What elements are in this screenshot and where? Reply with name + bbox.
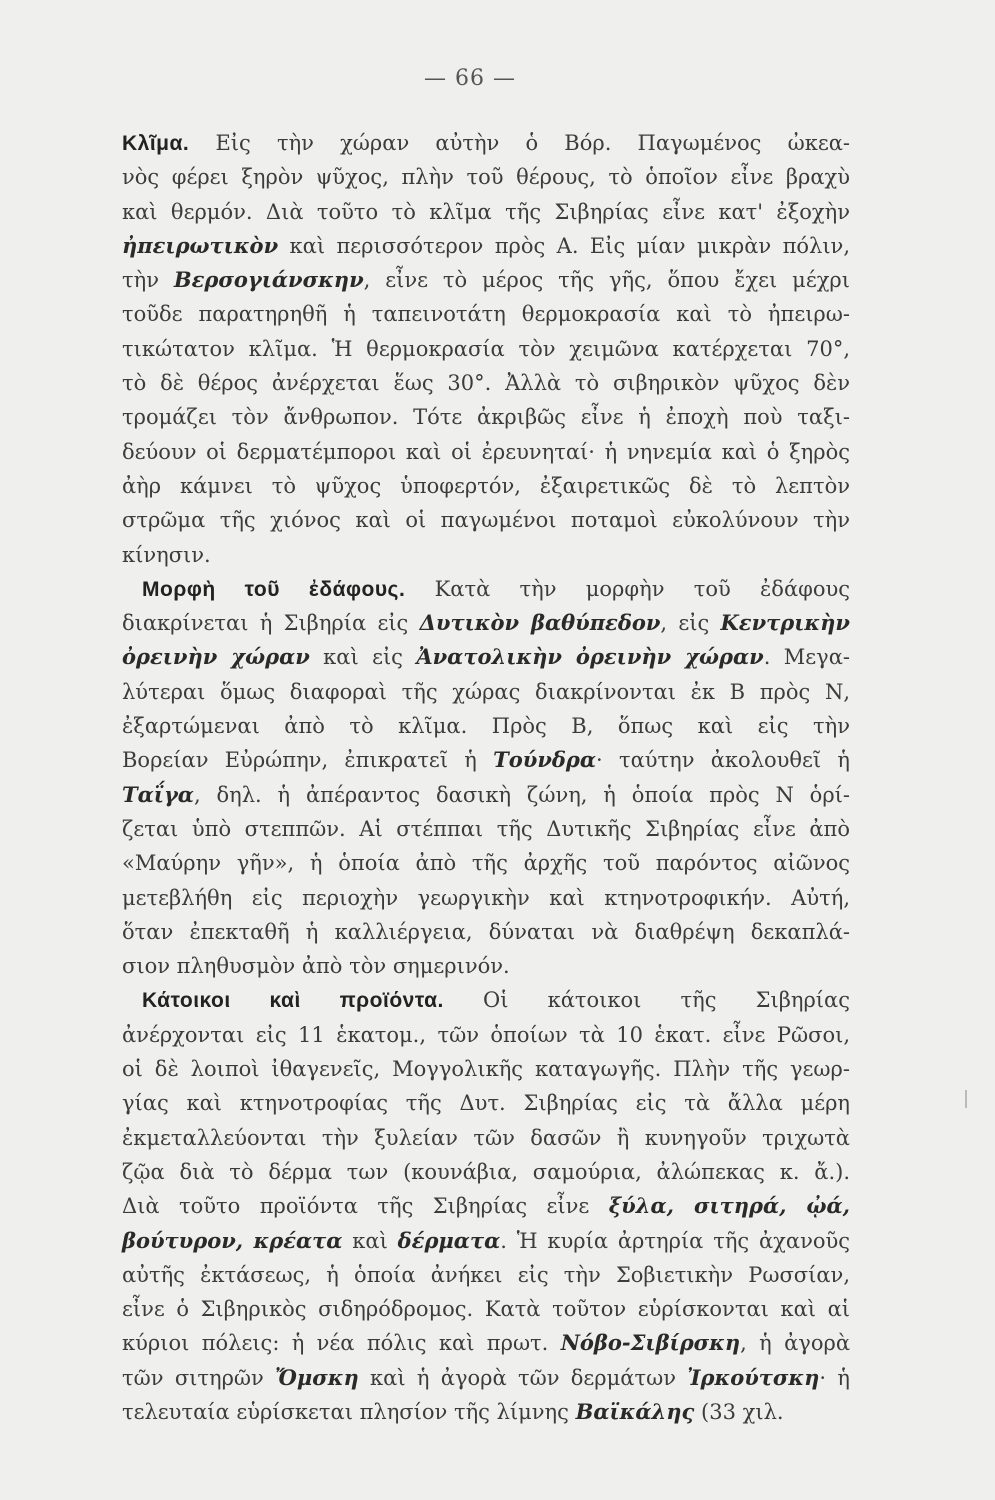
text-line [122, 1326, 850, 1360]
text-line [122, 263, 850, 297]
text-run: · ταύτην ἀκολουθεῖ ἡ [596, 748, 850, 773]
text-run: , εἰς [660, 611, 721, 636]
emphasis-term: Νόβο-Σιβίρσκη [560, 1330, 741, 1356]
margin-mark [965, 1090, 977, 1108]
text-line [122, 126, 850, 160]
text-run: ἐκμεταλλεύονται τὴν ξυλείαν τῶν δασῶν ἢ κυνηγοῦν τριχωτὰ [122, 1125, 850, 1150]
text-run: τὴν [122, 268, 174, 293]
text-run: τικώτατον κλῖμα. Ἡ θερμοκρασία τὸν χειμῶνα κατέρχεται 70°, [122, 336, 850, 361]
text-line [122, 1155, 850, 1189]
text-run: · ἡ [819, 1365, 850, 1390]
section-heading: Κλῖμα. [122, 132, 190, 155]
text-run: διακρίνεται ἡ Σιβηρία εἰς [122, 611, 420, 636]
emphasis-term: Βαϊκάλης [575, 1398, 695, 1424]
text-line [122, 881, 850, 915]
text-line [122, 1086, 850, 1120]
text-line [122, 846, 850, 880]
text-run: ἀνέρχονται εἰς 11 ἑκατομ., τῶν ὁποίων τὰ 10 ἑκατ. εἶνε Ρῶσοι, [122, 1022, 850, 1047]
text-line [122, 1052, 850, 1086]
text-line [122, 1258, 850, 1292]
text-run: κύριοι πόλεις: ἡ νέα πόλις καὶ πρωτ. [122, 1331, 561, 1356]
text-line [122, 503, 850, 537]
text-line [122, 778, 850, 812]
emphasis-term: Ταΐγα [122, 781, 194, 807]
text-run: σιον πληθυσμὸν ἀπὸ τὸν σημερινόν. [122, 954, 510, 979]
text-run: καὶ [342, 1228, 398, 1253]
text-run: (33 χιλ. [694, 1399, 784, 1424]
text-run: τὸ δὲ θέρος ἀνέρχεται ἕως 30°. Ἀλλὰ τὸ σιβηρικὸν ψῦχος δὲν [122, 371, 850, 396]
text-line [122, 949, 850, 983]
emphasis-term: Ἰρκούτσκη [687, 1364, 820, 1390]
text-line [122, 606, 850, 640]
text-line [122, 709, 850, 743]
text-run: . Ἡ κυρία ἀρτηρία τῆς ἀχανοῦς [500, 1228, 851, 1253]
text-run: Διὰ τοῦτο προϊόντα τῆς Σιβηρίας εἶνε [122, 1194, 609, 1219]
text-run: στρῶμα τῆς χιόνος καὶ οἱ παγωμένοι ποταμοὶ εὐκολύνουν τὴν [122, 508, 850, 533]
text-run: Κατὰ τὴν μορφὴν τοῦ ἐδάφους [405, 576, 850, 601]
text-line [122, 915, 850, 949]
text-line [122, 1292, 850, 1326]
section-heading: Κάτοικοι καὶ προϊόντα. [142, 989, 444, 1013]
text-line [122, 435, 850, 469]
text-line [122, 812, 850, 846]
text-run: τοῦδε παρατηρηθῆ ἡ ταπεινοτάτη θερμοκρασία καὶ τὸ ἠπειρω- [122, 302, 850, 327]
emphasis-term: ξύλα, σιτηρά, ᾠά, [608, 1193, 850, 1219]
text-line [122, 1121, 850, 1155]
text-run: δεύουν οἱ δερματέμποροι καὶ οἱ ἐρευνηταί· ἡ νηνεμία καὶ ὁ ξηρὸς [122, 439, 850, 464]
text-run: γίας καὶ κτηνοτροφίας τῆς Δυτ. Σιβηρίας εἰς τὰ ἄλλα μέρη [122, 1091, 850, 1116]
text-line [122, 743, 850, 777]
text-run: Βορείαν Εὐρώπην, ἐπικρατεῖ ἡ [122, 748, 494, 773]
text-run: , ἡ ἀγορὰ [740, 1331, 850, 1356]
text-line [122, 1395, 850, 1429]
text-line [122, 332, 850, 366]
text-run: μετεβλήθη εἰς περιοχὴν γεωργικὴν καὶ κτηνοτροφικήν. Αὐτή, [122, 885, 850, 910]
text-line [122, 400, 850, 434]
text-run: ἐξαρτώμεναι ἀπὸ τὸ κλῖμα. Πρὸς Β, ὅπως καὶ εἰς τὴν [122, 714, 850, 739]
text-line [122, 1224, 850, 1258]
emphasis-term: Βερσογιάνσκην [173, 267, 364, 293]
text-run: Εἰς τὴν χώραν αὐτὴν ὁ Βόρ. Παγωμένος ὠκεα- [189, 131, 850, 155]
emphasis-term: Δυτικὸν βαθύπεδον [419, 610, 661, 636]
text-run: νὸς φέρει ξηρὸν ψῦχος, πλὴν τοῦ θέρους, τὸ ὁποῖον εἶνε βραχὺ [122, 165, 850, 190]
emphasis-term: Ὄμσκη [275, 1364, 359, 1390]
text-line [122, 572, 850, 606]
page-number: — 66 — [424, 66, 516, 91]
text-line [122, 469, 850, 503]
section-heading: Μορφὴ τοῦ ἐδάφους. [142, 577, 406, 601]
text-run: Οἱ κάτοικοι τῆς Σιβηρίας [443, 988, 850, 1013]
emphasis-term: Ἀνατολικὴν ὀρεινὴν χώραν [416, 644, 764, 670]
text-line [122, 983, 850, 1017]
text-body [122, 126, 850, 1429]
text-run: αὐτῆς ἐκτάσεως, ἡ ὁποία ἀνήκει εἰς τὴν Σοβιετικὴν Ρωσσίαν, [122, 1262, 850, 1287]
text-run: τελευταία εὑρίσκεται πλησίον τῆς λίμνης [122, 1399, 576, 1424]
text-run: καὶ ἡ ἀγορὰ τῶν δερμάτων [358, 1365, 688, 1390]
text-run: καὶ θερμόν. Διὰ τοῦτο τὸ κλῖμα τῆς Σιβηρίας εἶνε κατ' ἐξοχὴν [122, 199, 850, 224]
text-line [122, 366, 850, 400]
text-run: ἀὴρ κάμνει τὸ ψῦχος ὑποφερτόν, ἐξαιρετικῶς δὲ τὸ λεπτὸν [122, 473, 850, 498]
text-line [122, 1018, 850, 1052]
text-run: ὅταν ἐπεκταθῆ ἡ καλλιέργεια, δύναται νὰ διαθρέψη δεκαπλά- [122, 919, 850, 944]
text-run: κίνησιν. [122, 542, 211, 567]
text-run: καὶ περισσότερον πρὸς Α. Εἰς μίαν μικρὰν πόλιν, [278, 233, 850, 258]
text-run: λύτεραι ὅμως διαφοραὶ τῆς χώρας διακρίνονται ἐκ Β πρὸς Ν, [122, 679, 850, 704]
emphasis-term: ὀρεινὴν χώραν [122, 644, 310, 670]
text-run: . Μεγα- [763, 645, 850, 670]
text-line [122, 160, 850, 194]
emphasis-term: βούτυρον, κρέατα [122, 1227, 343, 1253]
text-line [122, 1189, 850, 1223]
emphasis-term: δέρματα [397, 1227, 501, 1253]
text-run: οἱ δὲ λοιποὶ ἰθαγενεῖς, Μογγολικῆς καταγωγῆς. Πλὴν τῆς γεωρ- [122, 1057, 850, 1082]
text-line [122, 640, 850, 674]
text-run: , εἶνε τὸ μέρος τῆς γῆς, ὅπου ἔχει μέχρι [363, 268, 851, 293]
text-run: εἶνε ὁ Σιβηρικὸς σιδηρόδρομος. Κατὰ τοῦτον εὑρίσκονται καὶ αἱ [122, 1297, 850, 1322]
text-run: καὶ εἰς [309, 645, 417, 670]
text-line [122, 229, 850, 263]
text-line [122, 538, 850, 572]
text-run: ζεται ὑπὸ στεππῶν. Αἱ στέππαι τῆς Δυτικῆς Σιβηρίας εἶνε ἀπὸ [122, 816, 850, 841]
text-line [122, 675, 850, 709]
text-run: «Μαύρην γῆν», ἡ ὁποία ἀπὸ τῆς ἀρχῆς τοῦ παρόντος αἰῶνος [122, 851, 850, 876]
text-line [122, 297, 850, 331]
emphasis-term: Τούνδρα [493, 747, 597, 773]
text-run: τῶν σιτηρῶν [122, 1365, 276, 1390]
emphasis-term: ἠπειρωτικὸν [122, 232, 279, 258]
text-run: ζῷα διὰ τὸ δέρμα των (κουνάβια, σαμούρια, ἀλώπεκας κ. ἄ.). [122, 1159, 850, 1184]
text-line [122, 195, 850, 229]
text-line [122, 1361, 850, 1395]
text-run: , δηλ. ἡ ἀπέραντος δασικὴ ζώνη, ἡ ὁποία πρὸς Ν ὁρί- [193, 782, 850, 807]
text-run: τρομάζει τὸν ἄνθρωπον. Τότε ἀκριβῶς εἶνε ἡ ἐποχὴ ποὺ ταξι- [122, 405, 850, 430]
emphasis-term: Κεντρικὴν [720, 610, 850, 636]
